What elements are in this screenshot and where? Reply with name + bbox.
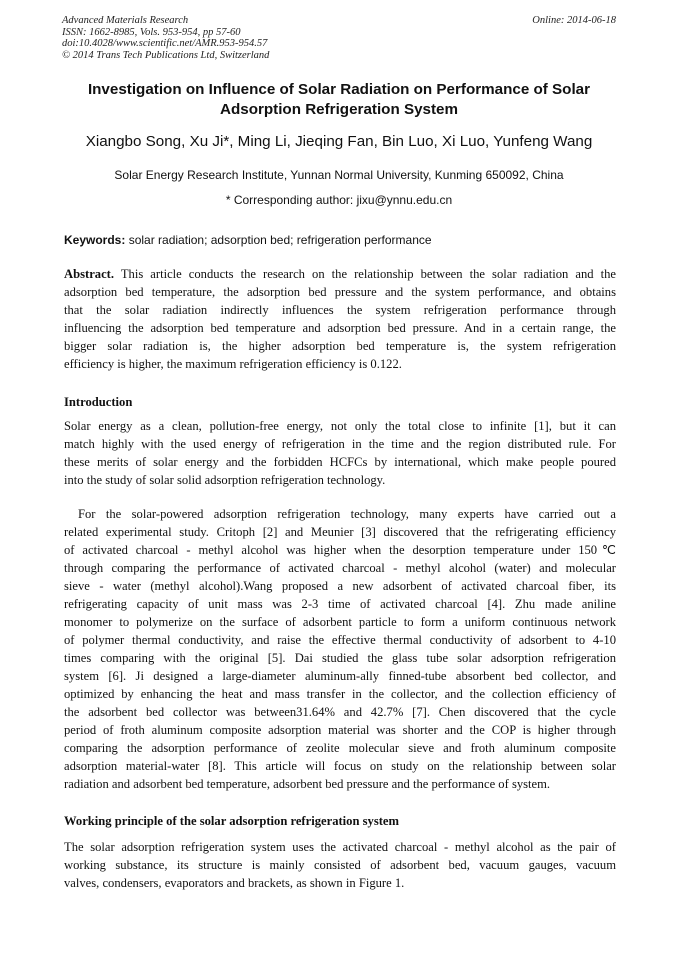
online-date: Online: 2014-06-18 [532,15,616,26]
paragraph-line: match highly with the used energy of refrigeration in the time and the region distributed rule. For [64,437,616,451]
paragraph-line: For the solar-powered adsorption refrigeration technology, many experts have carried out a [78,507,616,521]
paragraph-line: of polymer thermal conductivity, and raise the effective thermal conductivity of adsorbent to 4-10 [64,633,616,647]
abstract-line: bigger solar radiation is, the higher adsorption bed temperature is, the system refrigeration [64,339,616,353]
paragraph-line: refrigerating capacity of unit mass was 2-3 time of activated charcoal [4]. Zhu made aniline [64,597,616,611]
paragraph-line: The solar adsorption refrigeration system uses the activated charcoal - methyl alcohol as the pair of [64,840,616,854]
paragraph-line: related experimental study. Critoph [2] and Meunier [3] discovered that the refrigerating efficiency [64,525,616,539]
title-line-1: Investigation on Influence of Solar Radiation on Performance of Solar [87,81,591,98]
paragraph-line: comparing the adsorption performance of zeolite molecular sieve and froth aluminum composite [64,741,616,755]
abstract-line: Abstract. This article conducts the research on the relationship between the solar radiation and the [64,267,617,281]
paragraph-line: period of froth aluminum composite adsorption material was shorter and the COP is higher through [64,723,616,737]
paragraph-line: through comparing the performance of activated charcoal - methyl alcohol (water) and molecular [64,561,616,575]
paragraph-line: monomer to polymerize on the surface of adsorbent particle to form a uniform continuous network [64,615,616,629]
paragraph-line: working substance, its structure is mainly consisted of adsorbent bed, vacuum gauges, vacuum [64,858,616,872]
paragraph-line: optimized by enhancing the heat and mass transfer in the collector, and the collection efficiency of [64,687,616,701]
paragraph-line: of activated charcoal - methyl alcohol was higher when the desorption temperature under 150℃ [64,543,616,557]
introduction-paragraph-2 [64,505,616,793]
keywords-text: solar radiation; adsorption bed; refrigeration performance [128,233,432,247]
journal-header [62,15,616,61]
doi-line: doi:10.4028/www.scientific.net/AMR.953-954.57 [62,38,268,49]
paragraph-line: adsorption material-water [8]. This article will focus on study on the relationship between solar [64,759,616,773]
paragraph-line: sieve - water (methyl alcohol).Wang proposed a new adsorbent of activated charcoal fiber, its [64,579,616,593]
paragraph-line: Solar energy as a clean, pollution-free energy, not only the total close to infinite [1], but it can [64,419,616,433]
paragraph-line: system [6]. Ji designed a large-diameter aluminum-ally finned-tube absorbent bed collector, and [64,669,616,683]
abstract-line: that the solar radiation indirectly influences the system refrigeration performance through [64,303,616,317]
copyright-line: © 2014 Trans Tech Publications Ltd, Switzerland [62,49,270,61]
paragraph-line: radiation and adsorbent bed temperature, adsorbent bed pressure and the performance of system. [64,777,551,791]
abstract-line: adsorption bed temperature, the adsorption bed pressure and the system performance, and obtains [64,285,616,299]
issn-line: ISSN: 1662-8985, Vols. 953-954, pp 57-60 [62,26,241,38]
paragraph-line: times comparing with the original [5]. Dai studied the glass tube solar adsorption refrigeration [64,651,616,665]
paragraph-line: these merits of solar energy and the forbidden HCFCs by international, which make people poured [64,455,616,469]
section-heading-working-principle: Working principle of the solar adsorption refrigeration system [64,814,400,828]
author-list: Xiangbo Song, Xu Ji*, Ming Li, Jieqing Fan, Bin Luo, Xi Luo, Yunfeng Wang [85,133,593,150]
paper-title [40,80,638,120]
abstract-line: efficiency is higher, the maximum refrigeration efficiency is 0.122. [64,357,402,371]
paragraph-line: valves, condensers, evaporators and brackets, as shown in Figure 1. [64,876,405,890]
keywords-label: Keywords: [64,233,126,247]
paragraph-line: into the study of solar solid adsorption refrigeration technology. [64,473,386,487]
affiliation: Solar Energy Research Institute, Yunnan Normal University, Kunming 650092, China [114,168,564,182]
section-heading-introduction: Introduction [64,395,133,409]
abstract-label: Abstract. [64,267,115,281]
abstract [64,265,616,373]
abstract-line: influencing the adsorption bed temperature and adsorption bed pressure. And in a certain range, the [64,321,616,335]
working-principle-paragraph [64,838,616,892]
paragraph-line: the adsorbent bed collector was between31.64% and 42.7% [7]. Chen discovered that the cycle [64,705,616,719]
introduction-paragraph-1 [64,417,616,489]
keywords [64,232,616,248]
corresponding-author: * Corresponding author: jixu@ynnu.edu.cn [225,193,453,207]
title-line-2: Adsorption Refrigeration System [220,101,458,118]
journal-name: Advanced Materials Research [62,15,189,26]
